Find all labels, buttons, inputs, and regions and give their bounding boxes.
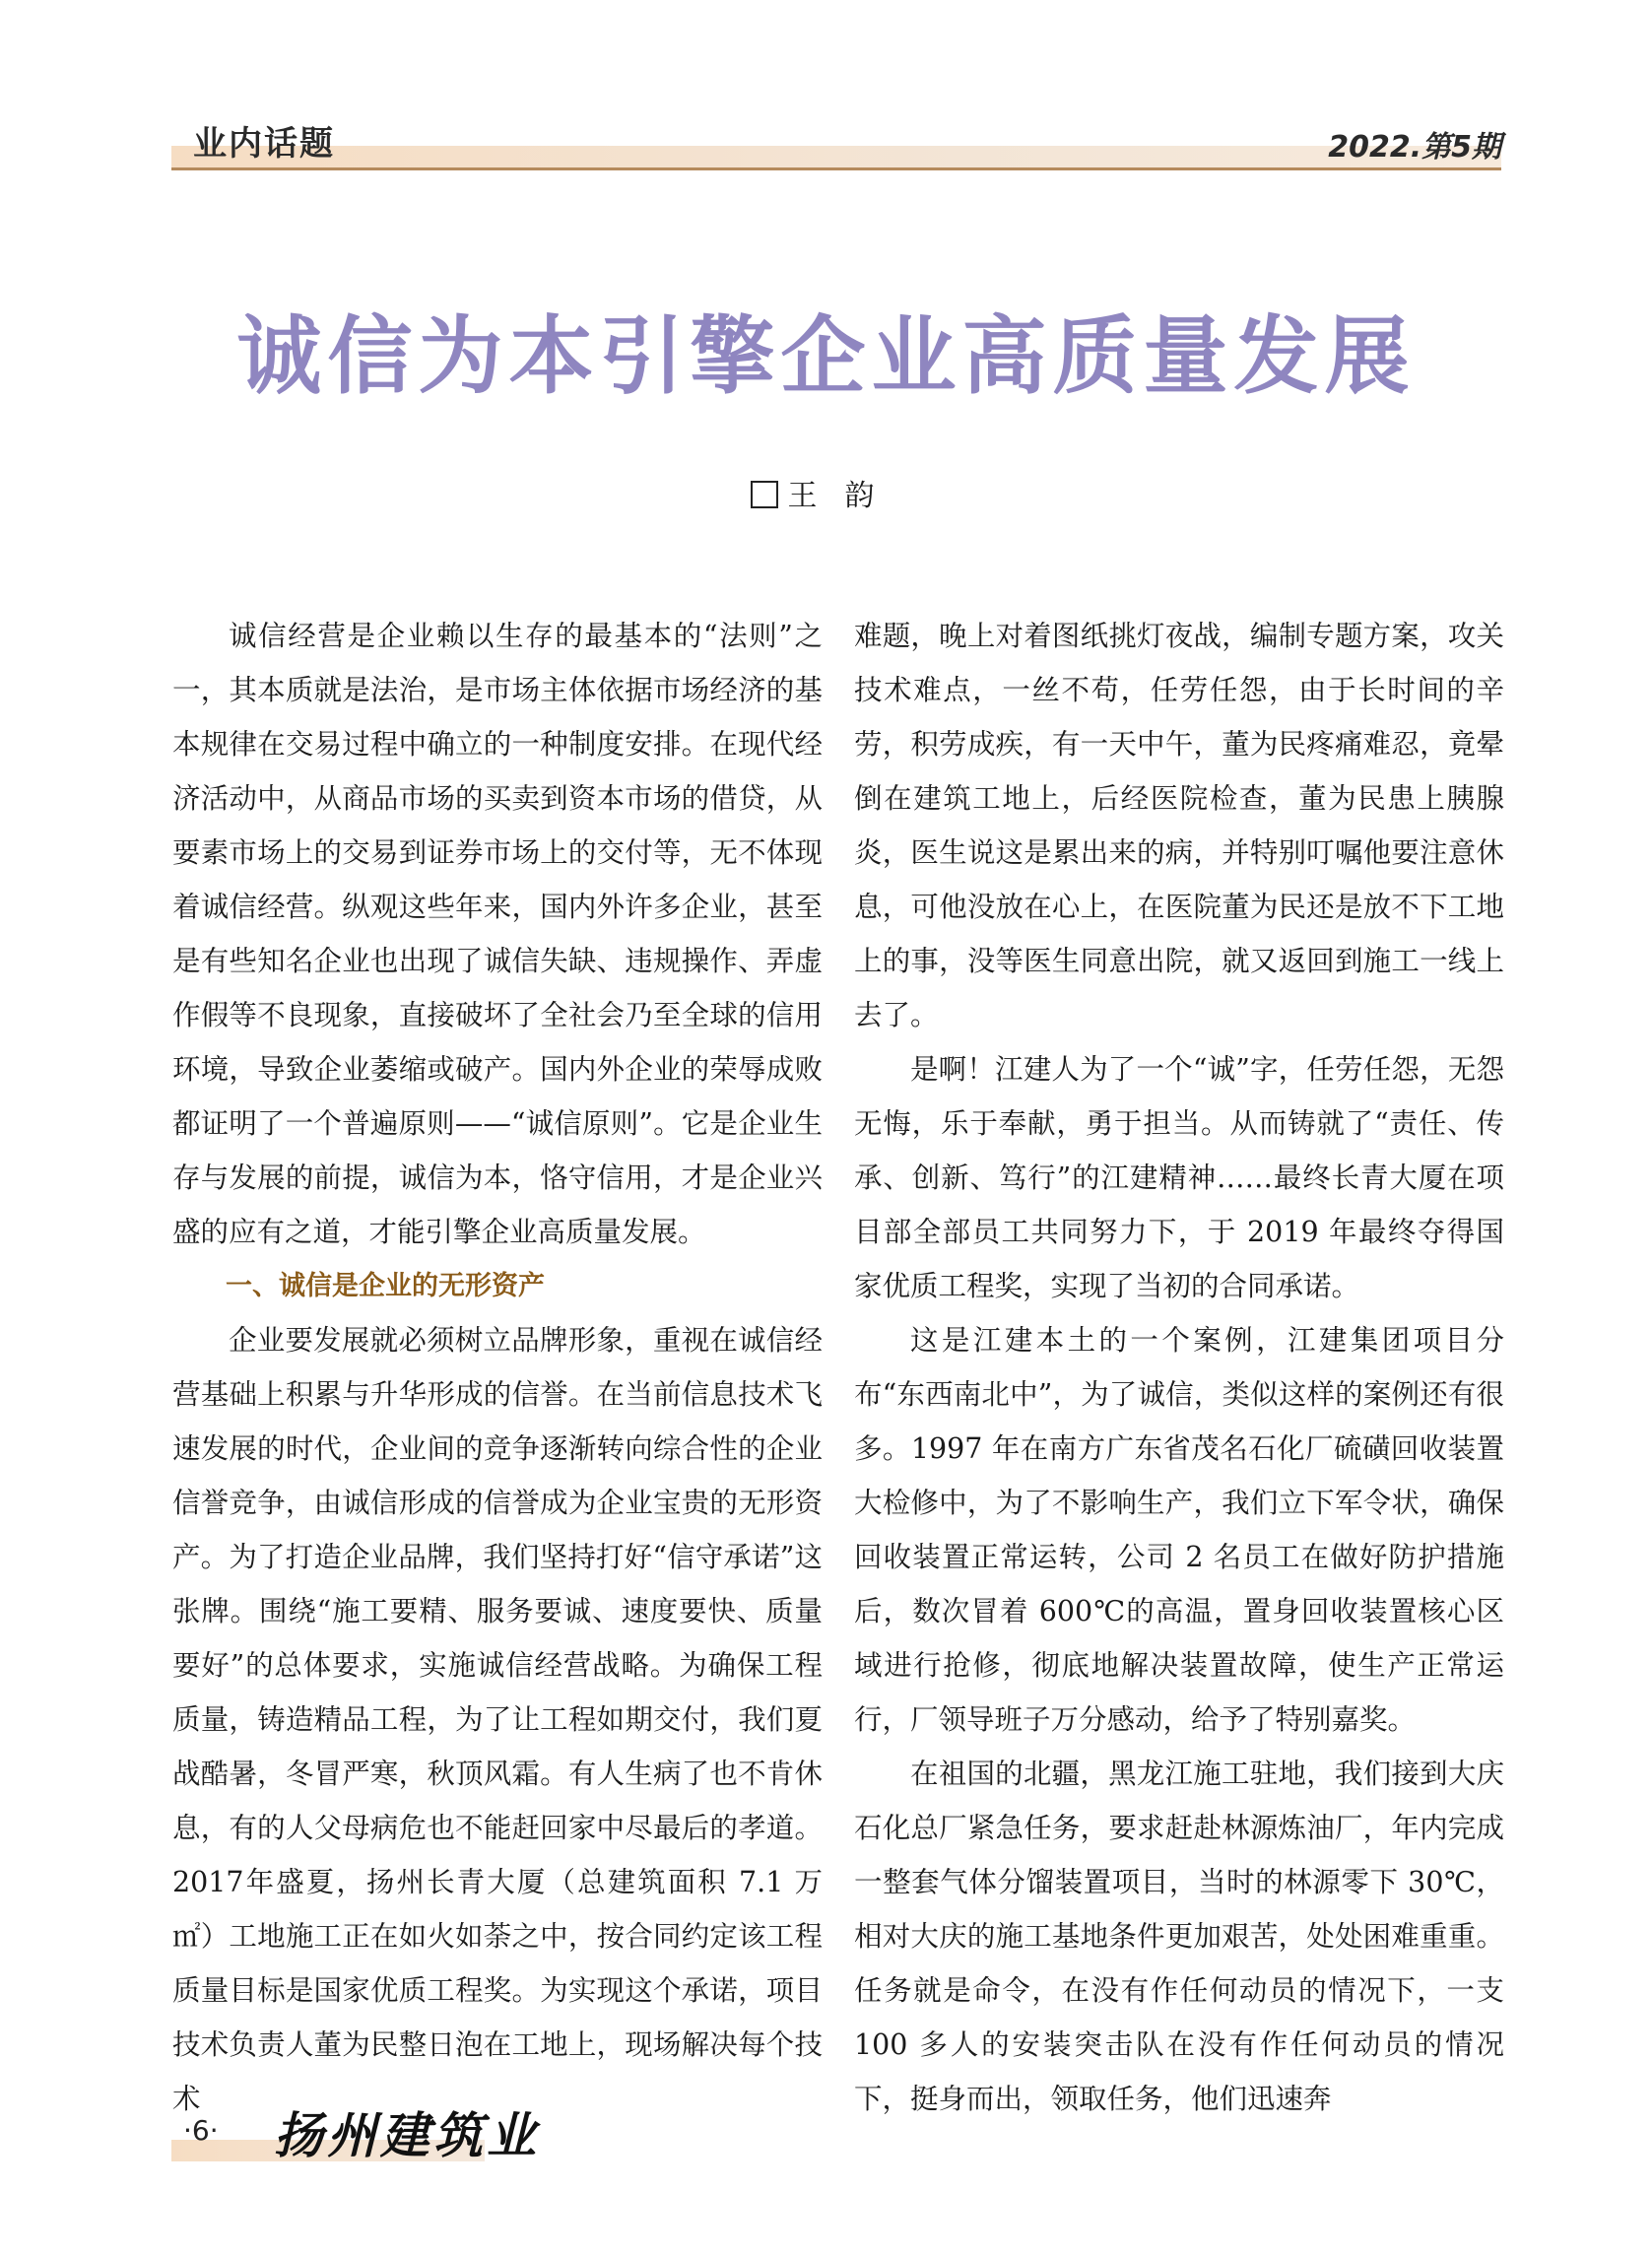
section-label: 业内话题 <box>193 124 335 164</box>
article-title: 诚信为本引擎企业高质量发展 <box>236 307 1416 406</box>
issue-label: 2022.第5期 <box>1328 130 1501 165</box>
paragraph: 诚信经营是企业赖以生存的最基本的“法则”之一，其本质就是法治，是市场主体依据市场经济的基本规律在交易过程中确立的一种制度安排。在现代经济活动中，从商品市场的买卖到资本市场的借贷，从要素市场上的交易到证券市场上的交付等，无不体现着诚信经营。纵观这些年来，国内外许多企业，甚至是有些知名企业也出现了诚信失缺、违规操作、弄虚作假等不良现象，直接破坏了全社会乃至全球的信用环境，导致企业萎缩或破产。国内外企业的荣辱成败都证明了一个普遍原则——“诚信原则”。它是企业生存与发展的前提，诚信为本，恪守信用，才是企业兴盛的应有之道，才能引擎企业高质量发展。 <box>172 620 823 1248</box>
author-name: 王韵 <box>787 479 902 513</box>
header-rule <box>171 167 1501 170</box>
paragraph: 难题，晚上对着图纸挑灯夜战，编制专题方案，攻关技术难点，一丝不苟，任劳任怨，由于长时间的辛劳，积劳成疾，有一天中午，董为民疼痛难忍，竟晕倒在建筑工地上，后经医院检查，董为民患上胰腺炎，医生说这是累出来的病，并特别叮嘱他要注意休息，可他没放在心上，在医院董为民还是放不下工地上的事，没等医生同意出院，就又返回到施工一线上去了。 <box>854 620 1504 1031</box>
masthead-logo: 扬州建筑业 <box>274 2106 540 2164</box>
section-heading: 一、诚信是企业的无形资产 <box>226 1271 545 1301</box>
page-number: ·6· <box>183 2114 219 2147</box>
square-bullet-icon <box>751 481 778 508</box>
paragraph: 企业要发展就必须树立品牌形象，重视在诚信经营基础上积累与升华形成的信誉。在当前信息技术飞速发展的时代，企业间的竞争逐渐转向综合性的企业信誉竞争，由诚信形成的信誉成为企业宝贵的无形资产。为了打造企业品牌，我们坚持打好“信守承诺”这张牌。围绕“施工要精、服务要诚、速度要快、质量要好”的总体要求，实施诚信经营战略。为确保工程质量，铸造精品工程，为了让工程如期交付，我们夏战酷暑，冬冒严寒，秋顶风霜。有人生病了也不肯休息，有的人父母病危也不能赶回家中尽最后的孝道。2017年盛夏，扬州长青大厦（总建筑面积 7.1 万㎡）工地施工正在如火如荼之中，按合同约定该工程质量目标是国家优质工程奖。为实现这个承诺，项目技术负责人董为民整日泡在工地上，现场解决每个技术 <box>172 1324 823 2115</box>
paragraph: 是啊！江建人为了一个“诚”字，任劳任怨，无怨无悔，乐于奉献，勇于担当。从而铸就了“责任、传承、创新、笃行”的江建精神……最终长青大厦在项目部全部员工共同努力下，于 2019 年最终夺得国家优质工程奖，实现了当初的合同承诺。 <box>854 1053 1504 1302</box>
byline <box>0 471 1652 514</box>
paragraph: 在祖国的北疆，黑龙江施工驻地，我们接到大庆石化总厂紧急任务，要求赶赴林源炼油厂，年内完成一整套气体分馏装置项目，当时的林源零下 30℃，相对大庆的施工基地条件更加艰苦，处处困难重重。任务就是命令，在没有作任何动员的情况下，一支 100 多人的安装突击队在没有作任何动员的情况下，挺身而出，领取任务，他们迅速奔 <box>854 1758 1504 2115</box>
header-bar <box>171 146 1501 167</box>
right-column <box>854 609 1504 2126</box>
paragraph: 这是江建本土的一个案例，江建集团项目分布“东西南北中”，为了诚信，类似这样的案例还有很多。1997 年在南方广东省茂名石化厂硫磺回收装置大检修中，为了不影响生产，我们立下军令状，确保回收装置正常运转，公司 2 名员工在做好防护措施后，数次冒着 600℃的高温，置身回收装置核心区域进行抢修，彻底地解决装置故障，使生产正常运行，厂领导班子万分感动，给予了特别嘉奖。 <box>854 1324 1504 1736</box>
left-column <box>172 609 823 2126</box>
